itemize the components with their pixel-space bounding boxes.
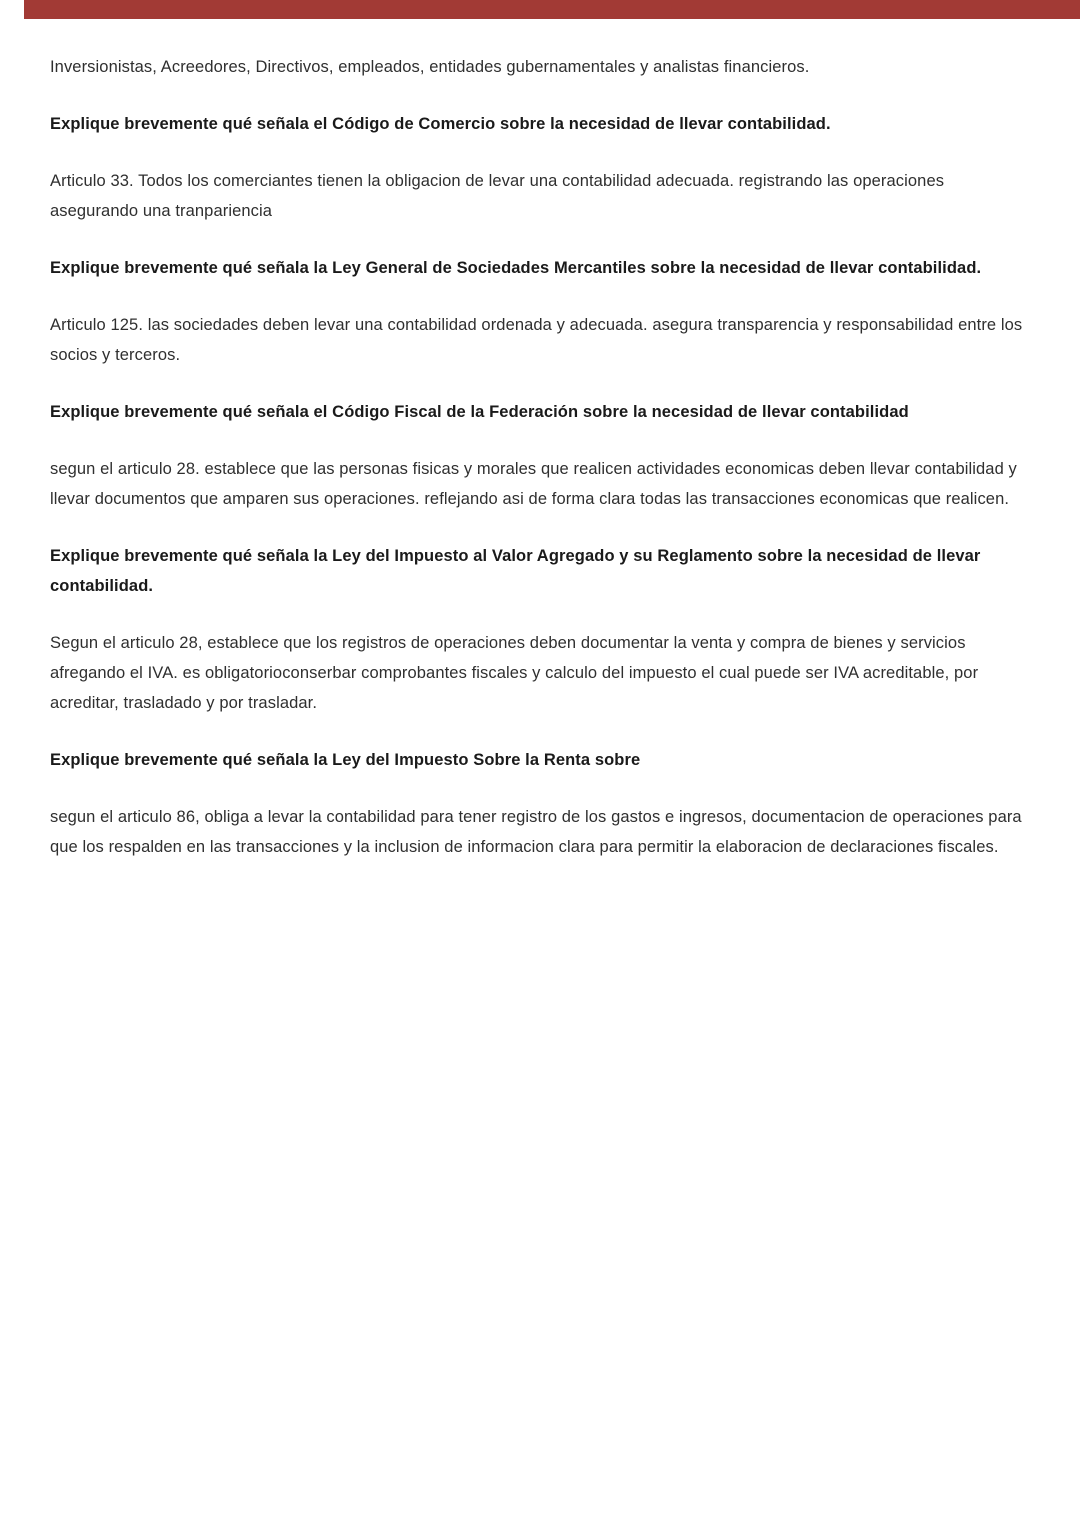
- question-heading: Explique brevemente qué señala la Ley del Impuesto al Valor Agregado y su Reglamento sobre la necesidad de llevar contabilidad.: [50, 547, 981, 595]
- question-heading: Explique brevemente qué señala el Código Fiscal de la Federación sobre la necesidad de llevar contabilidad: [50, 403, 909, 421]
- document-body: [50, 52, 1030, 889]
- answer-paragraph: segun el articulo 28. establece que las personas fisicas y morales que realicen actividades economicas deben llevar contabilidad y llevar documentos que amparen sus operaciones. reflejando asi de forma clara todas las transacciones economicas que realicen.: [50, 460, 1017, 508]
- answer-paragraph: Articulo 125. las sociedades deben levar una contabilidad ordenada y adecuada. asegura transparencia y responsabilidad entre los socios y terceros.: [50, 316, 1023, 364]
- answer-paragraph: segun el articulo 86, obliga a levar la contabilidad para tener registro de los gastos e ingresos, documentacion de operaciones para que los respalden en las transacciones y la inclusion de informacion clara para permitir la elaboracion de declaraciones fiscales.: [50, 808, 1022, 856]
- answer-paragraph: Articulo 33. Todos los comerciantes tienen la obligacion de levar una contabilidad adecuada. registrando las operaciones asegurando una tranpariencia: [50, 172, 945, 220]
- question-heading: Explique brevemente qué señala la Ley General de Sociedades Mercantiles sobre la necesidad de llevar contabilidad.: [50, 259, 982, 277]
- answer-paragraph: Inversionistas, Acreedores, Directivos, empleados, entidades gubernamentales y analistas financieros.: [50, 58, 810, 76]
- top-red-bar: [24, 0, 1080, 19]
- question-heading: Explique brevemente qué señala la Ley del Impuesto Sobre la Renta sobre: [50, 751, 641, 769]
- question-heading: Explique brevemente qué señala el Código de Comercio sobre la necesidad de llevar contabilidad.: [50, 115, 831, 133]
- answer-paragraph: Segun el articulo 28, establece que los registros de operaciones deben documentar la venta y compra de bienes y servicios afregando el IVA. es obligatorioconserbar comprobantes fiscales y calculo del impuesto el cual puede ser IVA acreditable, por acreditar, trasladado y por trasladar.: [50, 634, 979, 712]
